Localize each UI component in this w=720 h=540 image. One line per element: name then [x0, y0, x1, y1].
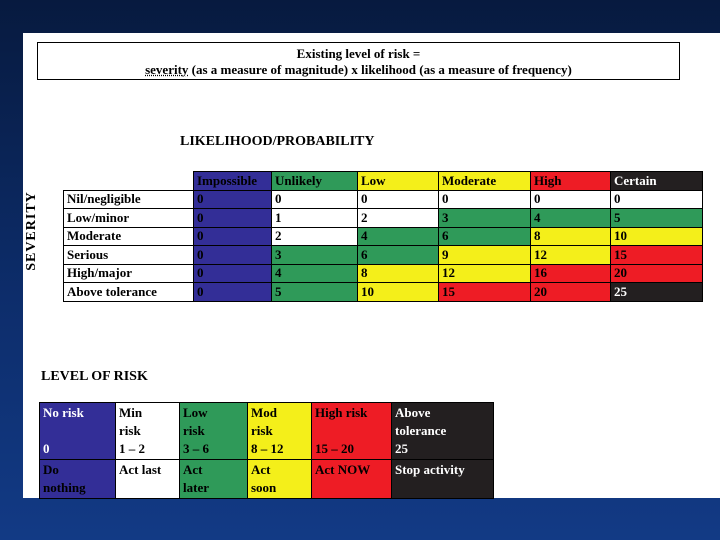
- risk-matrix: [63, 171, 703, 302]
- row-header: Above tolerance: [64, 283, 194, 302]
- matrix-cell: 0: [194, 283, 272, 302]
- title-line-1: Existing level of risk =: [296, 46, 421, 61]
- column-header: Moderate: [439, 172, 531, 191]
- title-box: [37, 42, 680, 80]
- matrix-cell: 2: [358, 209, 439, 228]
- legend-action: soon: [251, 480, 277, 495]
- legend-level-name: [315, 422, 388, 440]
- legend-action: Stop activity: [395, 462, 465, 477]
- matrix-cell: 0: [194, 209, 272, 228]
- matrix-header-row: [64, 172, 703, 191]
- legend-cell-above-tolerance: [392, 403, 494, 460]
- legend-level-name: Min: [119, 405, 143, 420]
- matrix-cell: 3: [272, 246, 358, 265]
- matrix-row: [64, 209, 703, 228]
- matrix-cell: 0: [439, 190, 531, 209]
- matrix-cell: 0: [194, 190, 272, 209]
- legend-action: Act: [251, 462, 271, 477]
- matrix-row: [64, 283, 703, 302]
- legend-action-high-risk: [312, 460, 392, 499]
- legend-level-name: Mod: [251, 405, 277, 420]
- legend-action: nothing: [43, 480, 86, 495]
- matrix-cell: 8: [358, 264, 439, 283]
- column-header: High: [531, 172, 611, 191]
- legend-level-range: 15 – 20: [315, 441, 354, 456]
- legend-action-above-tolerance: [392, 460, 494, 499]
- matrix-cell: 0: [531, 190, 611, 209]
- legend-level-range: 25: [395, 441, 408, 456]
- matrix-cell: 0: [358, 190, 439, 209]
- matrix-cell: 0: [194, 227, 272, 246]
- matrix-cell: 0: [272, 190, 358, 209]
- matrix-cell: 10: [358, 283, 439, 302]
- legend-action: Act NOW: [315, 462, 371, 477]
- legend-action: Act: [183, 462, 203, 477]
- risk-level-legend: [39, 402, 494, 499]
- matrix-cell: 2: [272, 227, 358, 246]
- level-of-risk-heading: LEVEL OF RISK: [41, 369, 148, 384]
- legend-action: [395, 479, 490, 497]
- legend-level-range: 3 – 6: [183, 441, 209, 456]
- likelihood-axis-label: LIKELIHOOD/PROBABILITY: [180, 134, 375, 149]
- row-header: High/major: [64, 264, 194, 283]
- slide: [23, 33, 720, 498]
- matrix-cell: 16: [531, 264, 611, 283]
- matrix-corner: [64, 172, 194, 191]
- legend-cell-high-risk: [312, 403, 392, 460]
- legend-cell-low-risk: [180, 403, 248, 460]
- legend-cell-no-risk: [40, 403, 116, 460]
- matrix-row: [64, 227, 703, 246]
- matrix-cell: 20: [531, 283, 611, 302]
- legend-level-range: 1 – 2: [119, 441, 145, 456]
- legend-action: Act last: [119, 462, 162, 477]
- matrix-cell: 3: [439, 209, 531, 228]
- matrix-cell: 4: [272, 264, 358, 283]
- matrix-cell: 8: [531, 227, 611, 246]
- matrix-row: [64, 264, 703, 283]
- severity-axis-label: SEVERITY: [24, 191, 39, 271]
- legend-level-name: [43, 422, 112, 440]
- matrix-cell: 15: [439, 283, 531, 302]
- legend-action-low-risk: [180, 460, 248, 499]
- legend-level-name: Above: [395, 405, 431, 420]
- row-header: Serious: [64, 246, 194, 265]
- legend-level-name: High risk: [315, 405, 368, 420]
- matrix-cell: 15: [611, 246, 703, 265]
- column-header: Unlikely: [272, 172, 358, 191]
- legend-level-range: 0: [43, 441, 50, 456]
- column-header: Impossible: [194, 172, 272, 191]
- matrix-cell: 0: [611, 190, 703, 209]
- title-line-2: [38, 62, 679, 78]
- matrix-cell: 9: [439, 246, 531, 265]
- matrix-cell: 6: [358, 246, 439, 265]
- matrix-cell: 20: [611, 264, 703, 283]
- legend-level-name: risk: [183, 423, 205, 438]
- title-severity-word: severity: [145, 62, 189, 77]
- row-header: Low/minor: [64, 209, 194, 228]
- legend-action: [119, 479, 176, 497]
- matrix-cell: 4: [531, 209, 611, 228]
- matrix-cell: 10: [611, 227, 703, 246]
- column-header: Low: [358, 172, 439, 191]
- matrix-cell: 1: [272, 209, 358, 228]
- legend-action: [315, 479, 388, 497]
- legend-action-min-risk: [116, 460, 180, 499]
- matrix-cell: 5: [272, 283, 358, 302]
- legend-level-range: 8 – 12: [251, 441, 284, 456]
- column-header: Certain: [611, 172, 703, 191]
- matrix-cell: 6: [439, 227, 531, 246]
- matrix-cell: 0: [194, 246, 272, 265]
- legend-level-name: risk: [251, 423, 273, 438]
- row-header: Moderate: [64, 227, 194, 246]
- matrix-cell: 5: [611, 209, 703, 228]
- matrix-row: [64, 190, 703, 209]
- legend-cell-mod-risk: [248, 403, 312, 460]
- legend-action: Do: [43, 462, 59, 477]
- matrix-cell: 4: [358, 227, 439, 246]
- legend-action-no-risk: [40, 460, 116, 499]
- matrix-cell: 0: [194, 264, 272, 283]
- legend-level-name: No risk: [43, 405, 84, 420]
- legend-level-name: tolerance: [395, 423, 447, 438]
- legend-row-action: [40, 460, 494, 499]
- legend-level-name: Low: [183, 405, 208, 420]
- legend-action: later: [183, 480, 209, 495]
- matrix-cell: 12: [531, 246, 611, 265]
- legend-action-mod-risk: [248, 460, 312, 499]
- legend-row-level: [40, 403, 494, 460]
- legend-cell-min-risk: [116, 403, 180, 460]
- row-header: Nil/negligible: [64, 190, 194, 209]
- matrix-cell: 25: [611, 283, 703, 302]
- matrix-cell: 12: [439, 264, 531, 283]
- legend-level-name: risk: [119, 423, 141, 438]
- matrix-row: [64, 246, 703, 265]
- title-line-2-rest: (as a measure of magnitude) x likelihood (as a measure of frequency): [188, 62, 572, 77]
